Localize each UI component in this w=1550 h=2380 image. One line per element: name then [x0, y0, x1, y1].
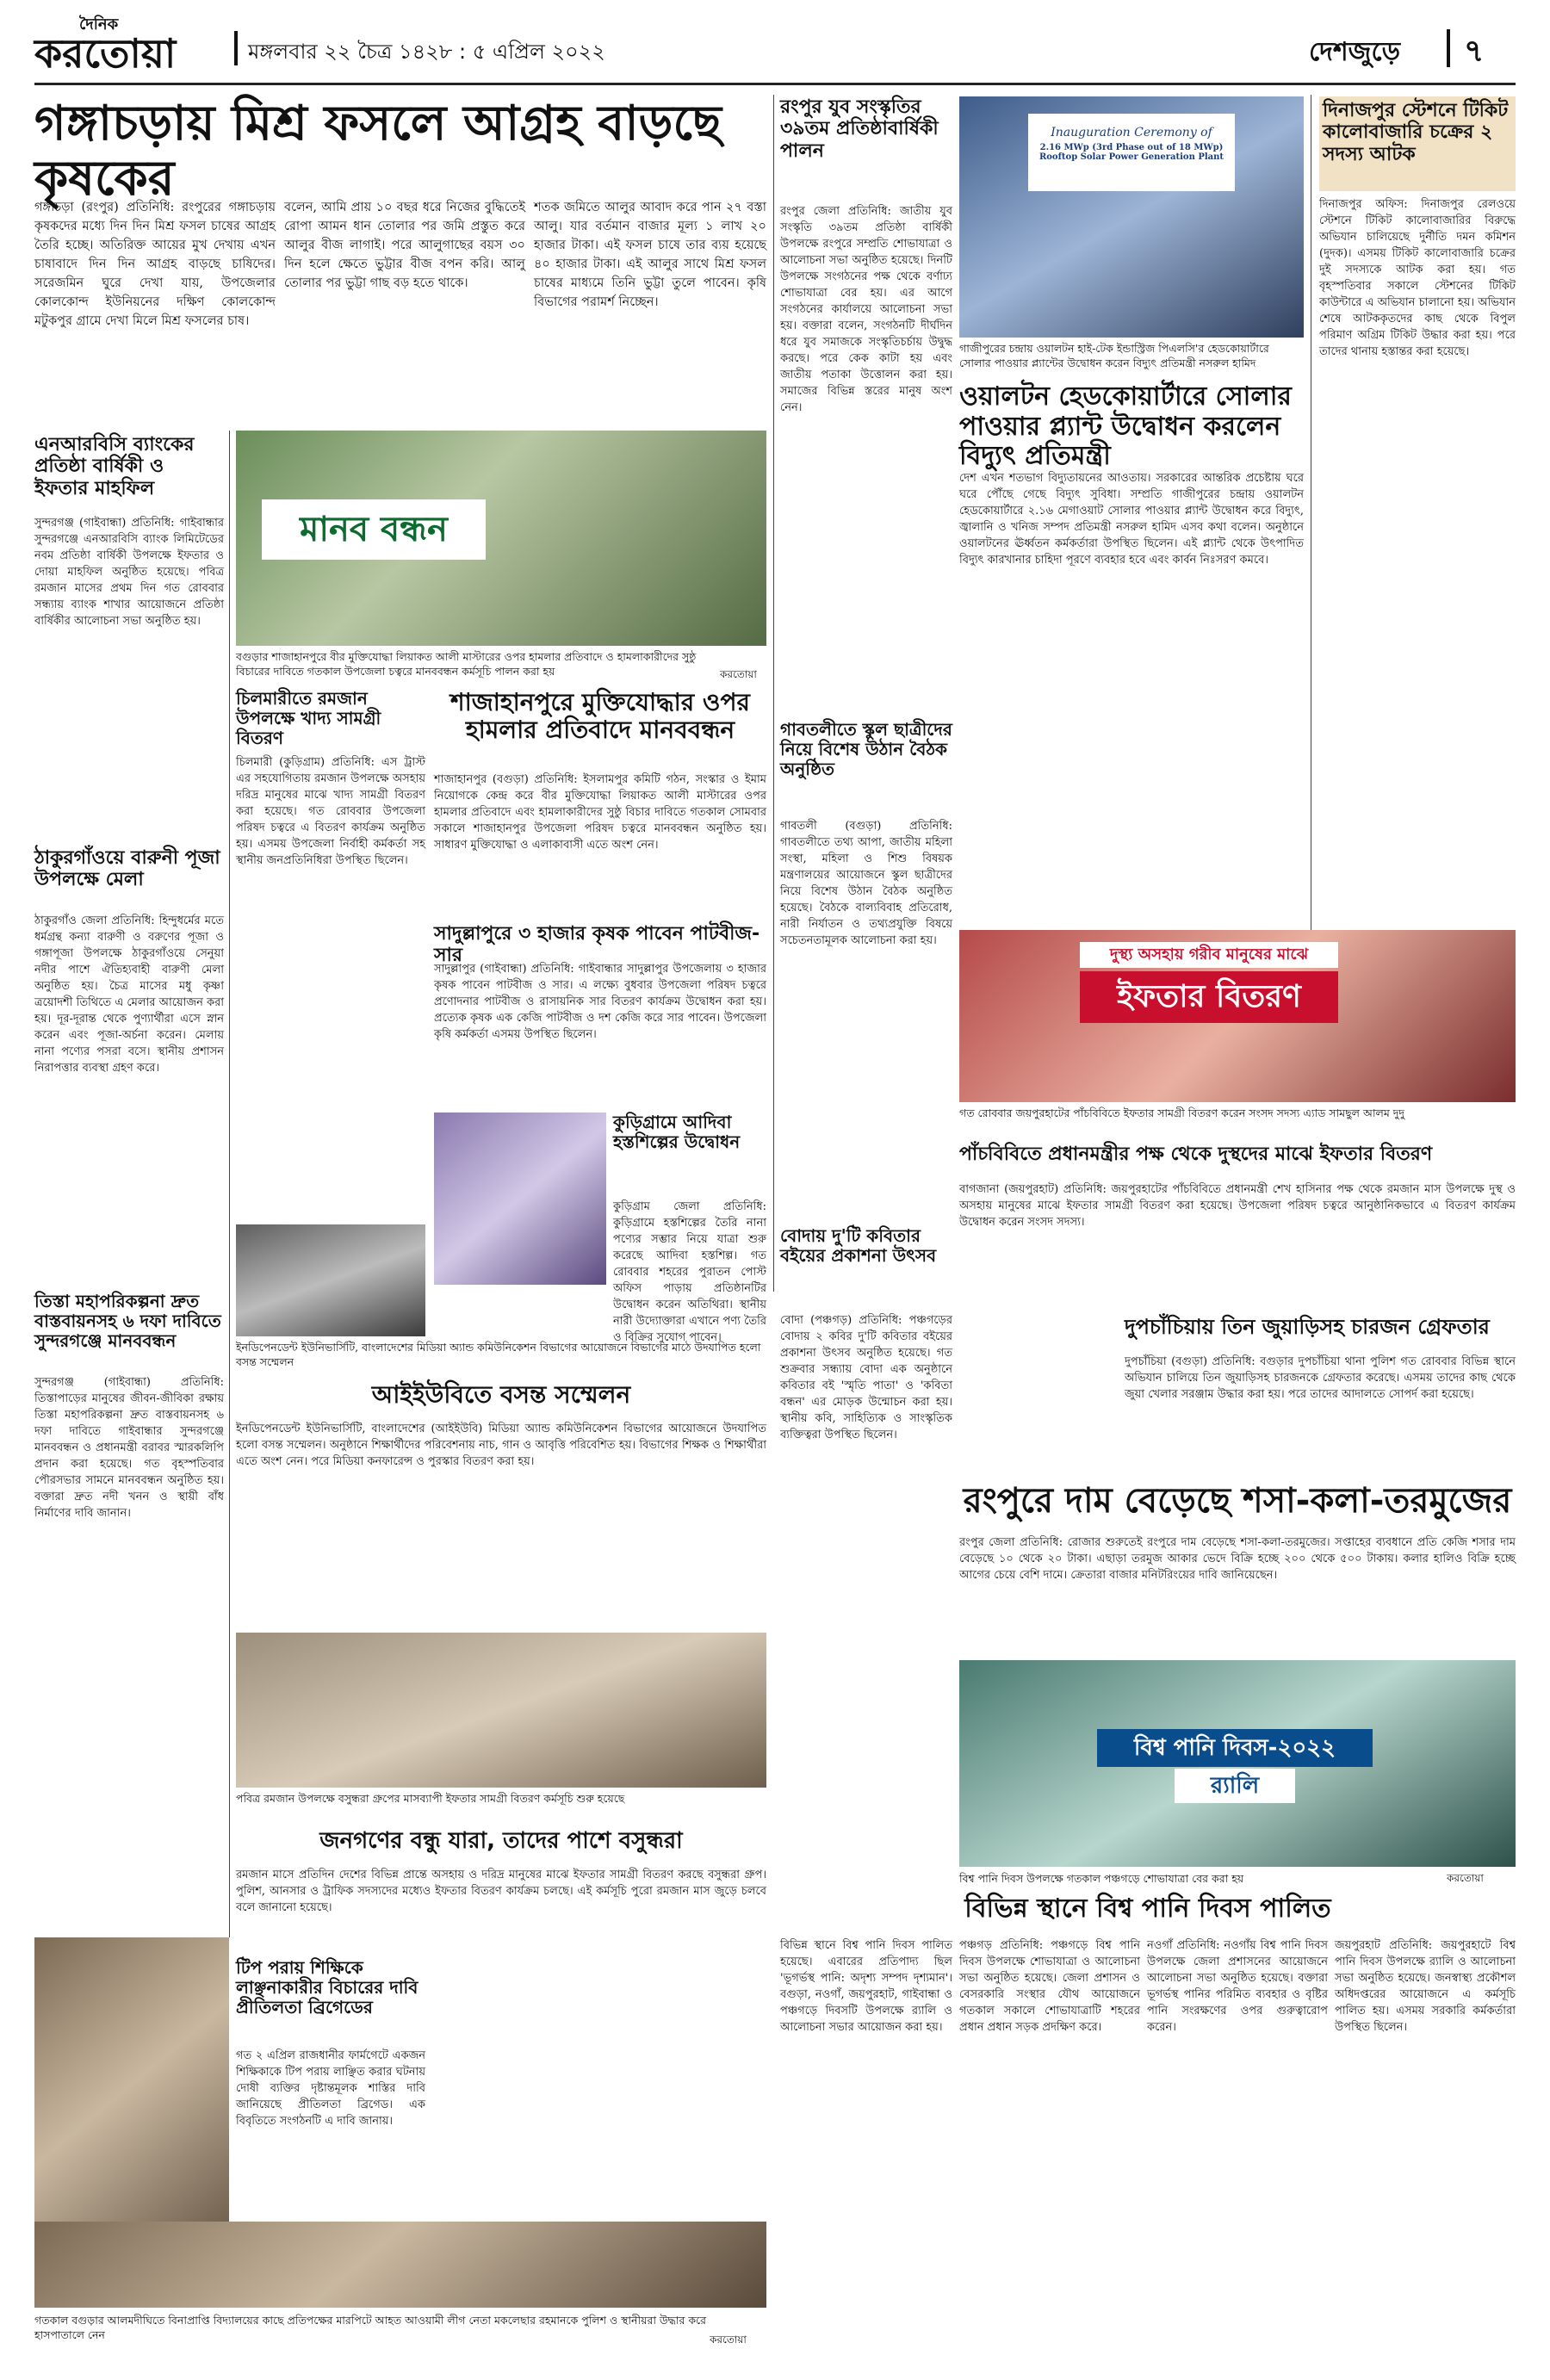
iub-photo	[434, 1113, 606, 1285]
rangpur-youth-headline: রংপুর যুব সংস্কৃতির ৩৯তম প্রতিষ্ঠাবার্ষিকী পালন	[780, 96, 939, 162]
masthead-logo-top: দৈনিক	[79, 15, 119, 34]
water-caption: বিশ্ব পানি দিবস উপলক্ষে গতকাল পঞ্চগড়ে শোভাযাত্রা বের করা হয়	[959, 1872, 1244, 1885]
tista-headline: তিস্তা মহাপরিকল্পনা দ্রুত বাস্তবায়নসহ ৬ দফা দাবিতে সুন্দরগঞ্জে মানববন্ধন	[34, 1291, 221, 1351]
bodha-headline: বোদায় দু'টি কবিতার বইয়ের প্রকাশনা উৎসব	[780, 1225, 937, 1266]
column-rule	[773, 95, 774, 1292]
lead-col3: শতক জমিতে আলুর আবাদ করে পান ২৭ বস্তা আলু। যার বর্তমান বাজার মূল্য ১ লাখ ২০ হাজার টাকা। এই ফসল চাষে তার ব্যয় হয়েছে ৪০ হাজার টাকা। এই আলুর সাথে মিশ্র ফসল চাষের মাধ্যমে তিনি ভুট্টা তুলে পাবেন। কৃষি বিভাগের পরামর্শ নিচ্ছেন।	[534, 201, 766, 309]
sadullapur-headline: সাদুল্লাপুরে ৩ হাজার কৃষক পাবেন পাটবীজ-সার	[434, 923, 760, 967]
lead-col1: গঙ্গাচড়া (রংপুর) প্রতিনিধি: রংপুরের গঙ্গাচড়ায় কৃষকদের মধ্যে দিন দিন মিশ্র ফসল চাষের আগ্রহ তৈরি হচ্ছে। অতিরিক্ত আয়ের মুখ দেখায় এখন চাষাবাদে দিন দিন আগ্রহ বাড়ছে চাষিদের। সরেজমিন ঘুরে দেখা যায়, উপজেলার কোলকোন্দ ইউনিয়নের দক্ষিণ কোলকোন্দ মটুকপুর গ্রামে দেখা মিলে মিশ্র ফসলের চাষ।	[34, 201, 276, 328]
thakurgaon-body: ঠাকুরগাঁও জেলা প্রতিনিধি: হিন্দুধর্মের মতে ধর্মগ্রন্থ কন্যা বারুণী ও বরুণের পূজা ও গঙ্গাপূজা উপলক্ষে ঠাকুরগাঁওয়ে সেনুয়া নদীর পাশে ঐতিহ্যবাহী বারুণী মেলা অনুষ্ঠিত হয়। চৈত্র মাসের মধু কৃষ্ণা ত্রয়োদশী তিথিতে এ মেলার আয়োজন করা হয়। দূর-দূরান্ত থেকে পুণ্যার্থীরা এসে স্নান করেন এবং পূজা-অর্চনা করেন। মেলায় নানা পণ্যের পসরা বসে। স্থানীয় প্রশাসন নিরাপত্তার ব্যবস্থা গ্রহণ করে।	[34, 914, 224, 1075]
iub-photo-2	[236, 1224, 425, 1336]
column-rule-left	[229, 431, 230, 1937]
rally-photo	[236, 431, 766, 646]
section-name: দেশজুড়ে	[1309, 37, 1400, 67]
rally-caption: বগুড়ার শাজাহানপুরে বীর মুক্তিযোদ্ধা লিয়াকত আলী মাস্টারের ওপর হামলার প্রতিবাদে ও হামলাকারীদের সুষ্ঠু বিচারের দাবিতে গতকাল উপজেলা চত্বরে মানববন্ধন কর্মসূচি পালন করা হয়	[236, 650, 697, 678]
masthead	[34, 12, 1516, 81]
lead-col2: বলেন, আমি প্রায় ১০ বছর ধরে নিজের বুদ্ধিতেই রোপা আমন ধান তোলার পর জমি প্রস্তুত করে আলুর বীজ লাগাই। পরে আলুগাছের বয়স ৩০ দিন হলে ক্ষেতে ভুট্টার বীজ বপন করি। আলু তোলার পর ভুট্টা গাছ বড় হতে থাকে।	[284, 201, 525, 290]
water-banner: বিশ্ব পানি দিবস-২০২২	[1097, 1729, 1373, 1767]
tista-body: সুন্দরগঞ্জ (গাইবান্ধা) প্রতিনিধি: তিস্তাপাড়ের মানুষের জীবন-জীবিকা রক্ষায় তিস্তা মহাপরিকল্পনা দ্রুত বাস্তবায়নসহ ৬ দফা দাবিতে গাইবান্ধার সুন্দরগঞ্জে মানববন্ধন ও প্রধানমন্ত্রী বরাবর স্মারকলিপি প্রদান করা হয়েছে। গত বৃহস্পতিবার পৌরসভার সামনে মানববন্ধন অনুষ্ঠিত হয়। বক্তারা দ্রুত নদী খনন ও স্থায়ী বাঁধ নির্মাণের দাবি জানান।	[34, 1376, 224, 1520]
water-day-col1: বিভিন্ন স্থানে বিশ্ব পানি দিবস পালিত হয়েছে। এবারের প্রতিপাদ্য ছিল 'ভূগর্ভস্থ পানি: অদৃশ্য সম্পদ দৃশ্যমান'। বগুড়া, নওগাঁ, জয়পুরহাট, গাইবান্ধা ও পঞ্চগড়ে দিবসটি উপলক্ষে র‍্যালি ও আলোচনা সভার আয়োজন করা হয়।	[780, 1939, 952, 2034]
rangpur-price-body: রংপুর জেলা প্রতিনিধি: রোজার শুরুতেই রংপুরে দাম বেড়েছে শসা-কলা-তরমুজের। সপ্তাহের ব্যবধানে প্রতি কেজি শসার দাম বেড়েছে ১০ থেকে ২০ টাকা। এছাড়া তরমুজ আকার ভেদে বিক্রি হচ্ছে ২০০ থেকে ৫০০ টাকায়। কলার হালিও বিক্রি হচ্ছে আগের চেয়ে বেশি দামে। ক্রেতারা বাজার মনিটরিংয়ের দাবি জানিয়েছেন।	[959, 1536, 1516, 1582]
iub-photo-caption: ইনডিপেনডেন্ট ইউনিভার্সিটি, বাংলাদেশের মিডিয়া অ্যান্ড কমিউনিকেশন বিভাগের আয়োজনে বিভাগের মাঠে উদযাপিত হলো বসন্ত সম্মেলন	[236, 1341, 761, 1368]
water-day-col2: পঞ্চগড় প্রতিনিধি: পঞ্চগড়ে বিশ্ব পানি দিবস উপলক্ষে শোভাযাত্রা ও আলোচনা সভা অনুষ্ঠিত হয়েছে। জেলা প্রশাসন ও বেসরকারি সংস্থার যৌথ আয়োজনে গতকাল সকালে শোভাযাত্রাটি শহরের প্রধান প্রধান সড়ক প্রদক্ষিণ করে।	[959, 1939, 1140, 2034]
iftar-banner-big: ইফতার বিতরণ	[1080, 971, 1338, 1023]
solar-banner-title: Inauguration Ceremony of	[1051, 126, 1212, 139]
chilmari-headline: চিলমারীতে রমজান উপলক্ষে খাদ্য সামগ্রী বিতরণ	[236, 688, 381, 748]
gabtali-headline: গাবতলীতে স্কুল ছাত্রীদের নিয়ে বিশেষ উঠান বৈঠক অনুষ্ঠিত	[780, 719, 952, 779]
bottom-photo-caption: গতকাল বগুড়ার আলমদীঘিতে বিনাপ্রাপ্তি বিদ্যালয়ের কাছে প্রতিপক্ষের মারপিটে আহত আওয়ামী লীগ নেতা মকলেছার রহমানকে পুলিশ ও স্থানীয়রা উদ্ধার করে হাসপাতালে নেন	[34, 2314, 706, 2341]
solar-photo	[959, 96, 1304, 338]
shajahanpur-headline: শাজাহানপুরে মুক্তিযোদ্ধার ওপর হামলার প্রতিবাদে মানববন্ধন	[450, 688, 750, 745]
water-day-col4: জয়পুরহাট প্রতিনিধি: জয়পুরহাটে বিশ্ব পানি দিবস উপলক্ষে র‍্যালি ও আলোচনা সভা অনুষ্ঠিত হয়েছে। জনস্বাস্থ্য প্রকৌশল অধিদপ্তরের আয়োজনে এ কর্মসূচি পালিত হয়। এসময় সরকারি কর্মকর্তারা উপস্থিত ছিলেন।	[1335, 1939, 1516, 2034]
bashundhara-body: রমজান মাসে প্রতিদিন দেশের বিভিন্ন প্রান্তে অসহায় ও দরিদ্র মানুষের মাঝে ইফতার সামগ্রী বিতরণ করছে বসুন্ধরা গ্রুপ। পুলিশ, আনসার ও ট্রাফিক সদস্যদের মধ্যেও ইফতার বিতরণ কার্যক্রম চলছে। এই কর্মসূচি পুরো রমজান মাস জুড়ে চলবে বলে জানানো হয়েছে।	[236, 1869, 766, 1914]
thakurgaon-headline: ঠাকুরগাঁওয়ে বারুনী পূজা উপলক্ষে মেলা	[34, 847, 220, 891]
rally-credit: করতোয়া	[720, 668, 757, 680]
iub-body: ইনডিপেনডেন্ট ইউনিভার্সিটি, বাংলাদেশের (আইইউবি) মিডিয়া অ্যান্ড কমিউনিকেশন বিভাগের আয়োজনে উদযাপিত হলো বসন্ত সম্মেলন। অনুষ্ঠানে শিক্ষার্থীদের পরিবেশনায় নাচ, গান ও আবৃত্তি পরিবেশিত হয়। বিভাগের শিক্ষক ও শিক্ষার্থীরা এতে অংশ নেন। পরে মিডিয়া কনফারেন্স ও পুরস্কার বিতরণ করা হয়।	[236, 1422, 766, 1468]
masthead-rule	[34, 83, 1516, 85]
water-photo	[959, 1660, 1516, 1867]
dupchanchia-headline: দুপচাঁচিয়ায় তিন জুয়াড়িসহ চারজন গ্রেফতার	[1125, 1315, 1490, 1339]
sadullapur-body: সাদুল্লাপুর (গাইবান্ধা) প্রতিনিধি: গাইবান্ধার সাদুল্লাপুর উপজেলায় ৩ হাজার কৃষক পাবেন পাটবীজ ও সার। এ লক্ষ্যে বুধবার উপজেলা পরিষদ চত্বরে প্রণোদনার পাটবীজ ও রাসায়নিক সার বিতরণ কার্যক্রম উদ্বোধন করা হয়। প্রত্যেক কৃষক এক কেজি পাটবীজ ও দশ কেজি করে সার পাবেন। উপজেলা কৃষি কর্মকর্তা এসময় উপস্থিত ছিলেন।	[434, 963, 766, 1041]
bodha-body: বোদা (পঞ্চগড়) প্রতিনিধি: পঞ্চগড়ের বোদায় ২ কবির দু'টি কবিতার বইয়ের প্রকাশনা উৎসব অনুষ্ঠিত হয়েছে। গত শুক্রবার সন্ধ্যায় বোদা এক অনুষ্ঠানে কবিতার বই 'স্মৃতি পাতা' ও 'কবিতা বন্ধন' এর মোড়ক উন্মোচন করা হয়। স্থানীয় কবি, সাহিত্যিক ও সাংস্কৃতিক ব্যক্তিত্বরা উপস্থিত ছিলেন।	[780, 1314, 952, 1441]
water-day-headline: বিভিন্ন স্থানে বিশ্ব পানি দিবস পালিত	[964, 1893, 1331, 1924]
gabtali-body: গাবতলী (বগুড়া) প্রতিনিধি: গাবতলীতে তথ্য আপা, জাতীয় মহিলা সংস্থা, মহিলা ও শিশু বিষয়ক মন্ত্রণালয়ের আয়োজনে স্কুল ছাত্রীদের নিয়ে বিশেষ উঠান বৈঠক অনুষ্ঠিত হয়েছে। বৈঠকে বাল্যবিবাহ প্রতিরোধ, নারী নির্যাতন ও তথ্যপ্রযুক্তি বিষয়ে সচেতনতামূলক আলোচনা করা হয়।	[780, 820, 952, 947]
iftar-program-caption: পবিত্র রমজান উপলক্ষে বসুন্ধরা গ্রুপের মাসব্যাপী ইফতার সামগ্রী বিতরণ কর্মসূচি শুরু হয়েছে	[236, 1792, 625, 1805]
iub-headline: আইইউবিতে বসন্ত সম্মেলন	[371, 1380, 631, 1409]
iftar-caption: গত রোববার জয়পুরহাটের পাঁচবিবিতে ইফতার সামগ্রী বিতরণ করেন সংসদ সদস্য এ্যাড সামছুল আলম দুদু	[959, 1106, 1404, 1119]
water-day-col3: নওগাঁ প্রতিনিধি: নওগাঁয় বিশ্ব পানি দিবস উপলক্ষে জেলা প্রশাসনের আয়োজনে আলোচনা সভা অনুষ্ঠিত হয়েছে। বক্তারা ভূগর্ভস্থ পানির পরিমিত ব্যবহার ও বৃষ্টির পানি সংরক্ষণের ওপর গুরুত্বারোপ করেন।	[1147, 1939, 1328, 2034]
chilmari-body: চিলমারী (কুড়িগ্রাম) প্রতিনিধি: এস ট্রাস্ট এর সহযোগিতায় রমজান উপলক্ষে অসহায় দরিদ্র মানুষের মাঝে খাদ্য সামগ্রী বিতরণ করা হয়েছে। গত রোববার উপজেলা পরিষদ চত্বরে এ বিতরণ কার্যক্রম অনুষ্ঠিত হয়। এসময় উপজেলা নির্বাহী কর্মকর্তা সহ স্থানীয় জনপ্রতিনিধিরা উপস্থিত ছিলেন।	[236, 756, 425, 867]
panchbibi-headline: পাঁচবিবিতে প্রধানমন্ত্রীর পক্ষ থেকে দুস্থদের মাঝে ইফতার বিতরণ	[959, 1144, 1433, 1165]
bank-body: সুন্দরগঞ্জ (গাইবান্ধা) প্রতিনিধি: গাইবান্ধার সুন্দরগঞ্জে এনআরবিসি ব্যাংক লিমিটেডের নবম প্রতিষ্ঠা বার্ষিকী উপলক্ষে ইফতার ও দোয়া মাহফিল অনুষ্ঠিত হয়েছে। পবিত্র রমজান মাসের প্রথম দিন গত রোববার সন্ধ্যায় ব্যাংক শাখার আয়োজনে প্রতিষ্ঠা বার্ষিকীর আলোচনা সভা অনুষ্ঠিত হয়।	[34, 517, 224, 628]
bank-headline: এনআরবিসি ব্যাংকের প্রতিষ্ঠা বার্ষিকী ও ইফতার মাহফিল	[34, 434, 195, 499]
bashundhara-headline: জনগণের বন্ধু যারা, তাদের পাশে বসুন্ধরা	[319, 1828, 683, 1854]
dupchanchia-body: দুপচাঁচিয়া (বগুড়া) প্রতিনিধি: বগুড়ার দুপচাঁচিয়া থানা পুলিশ গত রোববার বিভিন্ন স্থানে অভিযান চালিয়ে তিন জুয়াড়িসহ চারজনকে গ্রেফতার করেছে। এসময় তাদের কাছ থেকে জুয়া খেলার সরঞ্জাম উদ্ধার করা হয়। পরে তাদের আদালতে সোপর্দ করা হয়েছে।	[1125, 1355, 1516, 1401]
iftar-photo	[959, 930, 1516, 1102]
masthead-logo: করতোয়া	[34, 30, 177, 77]
rally-banner: মানব বন্ধন	[262, 499, 486, 560]
solar-headline: ওয়ালটন হেডকোয়ার্টারে সোলার পাওয়ার প্ল্যান্ট উদ্বোধন করলেন বিদ্যুৎ প্রতিমন্ত্রী	[959, 381, 1292, 471]
page-number: ৭	[1464, 34, 1485, 69]
water-banner-sub: র‍্যালি	[1175, 1769, 1295, 1803]
rangpur-youth-body: রংপুর জেলা প্রতিনিধি: জাতীয় যুব সংস্কৃতি ৩৯তম প্রতিষ্ঠা বার্ষিকী উপলক্ষে রংপুরে সম্প্রতি শোভাযাত্রা ও আলোচনা সভা অনুষ্ঠিত হয়েছে। দিনটি উপলক্ষে সংগঠনের পক্ষ থেকে বর্ণাঢ্য শোভাযাত্রা বের হয়। এর আগে সংগঠনের কার্যালয়ে আলোচনা সভা হয়। বক্তারা বলেন, সংগঠনটি দীর্ঘদিন ধরে যুব সমাজকে সংস্কৃতিচর্চায় উদ্বুদ্ধ করছে। পরে কেক কাটা হয় এবং জাতীয় পতাকা উত্তোলন করা হয়। সমাজের বিভিন্ন স্তরের মানুষ অংশ নেন।	[780, 205, 952, 414]
masthead-date: মঙ্গলবার ২২ চৈত্র ১৪২৮ : ৫ এপ্রিল ২০২২	[248, 40, 605, 64]
shajahanpur-body: শাজাহানপুর (বগুড়া) প্রতিনিধি: ইসলামপুর কমিটি গঠন, সংস্কার ও ইমাম নিয়োগকে কেন্দ্র করে বীর মুক্তিযোদ্ধা লিয়াকত আলী মাস্টারের ওপর হামলার প্রতিবাদে এবং হামলাকারীদের সুষ্ঠু বিচার দাবিতে গতকাল সোমবার সকালে শাজাহানপুর উপজেলা পরিষদ চত্বরে মানববন্ধন অনুষ্ঠিত হয়। সাধারণ মুক্তিযোদ্ধা ও এলাকাবাসী এতে অংশ নেন।	[434, 773, 766, 852]
bank-box	[34, 431, 224, 1283]
tip-body: গত ২ এপ্রিল রাজধানীর ফার্মগেটে একজন শিক্ষিকাকে টিপ পরায় লাঞ্ছিত করার ঘটনায় দোষী ব্যক্তির দৃষ্টান্তমূলক শাস্তির দাবি জানিয়েছে প্রীতিলতা ব্রিগেড। এক বিবৃতিতে সংগঠনটি এ দাবি জানায়।	[236, 2049, 425, 2128]
iftar-program-photo	[236, 1633, 766, 1788]
dinajpur-body: দিনাজপুর অফিস: দিনাজপুর রেলওয়ে স্টেশনে টিকিট কালোবাজারির বিরুদ্ধে অভিযান চালিয়েছে দুর্নীতি দমন কমিশন (দুদক)। এসময় টিকিট কালোবাজারি চক্রের দুই সদস্যকে আটক করা হয়। গত বৃহস্পতিবার সকালে স্টেশনের টিকিট কাউন্টারে এ অভিযান চালানো হয়। অভিযান শেষে আটককৃতদের কাছ থেকে বিপুল পরিমাণ অগ্রিম টিকিট উদ্ধার করা হয়। পরে তাদের থানায় হস্তান্তর করা হয়েছে।	[1319, 198, 1516, 358]
rangpur-price-headline: রংপুরে দাম বেড়েছে শসা-কলা-তরমুজের	[963, 1481, 1512, 1521]
kurigram-body: কুড়িগ্রাম জেলা প্রতিনিধি: কুড়িগ্রামে হস্তশিল্পের তৈরি নানা পণ্যের সম্ভার নিয়ে যাত্রা শুরু করেছে আদিবা হস্তশিল্প। গত রোববার শহরের পুরাতন পোস্ট অফিস পাড়ায় প্রতিষ্ঠানটির উদ্বোধন করেন অতিথিরা। স্থানীয় নারী উদ্যোক্তারা এখানে পণ্য তৈরি ও বিক্রির সুযোগ পাবেন।	[613, 1200, 766, 1344]
bottom-photo-wide	[34, 2222, 766, 2308]
solar-caption: গাজীপুরের চন্দ্রায় ওয়ালটন হাই-টেক ইন্ডাস্ট্রিজ পিএলসি'র হেডকোয়ার্টারে সোলার পাওয়ার প্ল্যান্টের উদ্বোধন করেন বিদ্যুৎ প্রতিমন্ত্রী নসরুল হামিদ	[959, 342, 1269, 369]
panchbibi-body: বাগজানা (জয়পুরহাট) প্রতিনিধি: জয়পুরহাটের পাঁচবিবিতে প্রধানমন্ত্রী শেখ হাসিনার পক্ষ থেকে রমজান মাস উপলক্ষে দুস্থ ও অসহায় মানুষের মাঝে ইফতার সামগ্রী বিতরণ করা হয়েছে। উপজেলা পরিষদ চত্বরে আনুষ্ঠানিকভাবে এ বিতরণ কার্যক্রম উদ্বোধন করেন সংসদ সদস্য।	[959, 1183, 1516, 1229]
bottom-photo-credit: করতোয়া	[710, 2334, 747, 2346]
lead-headline: গঙ্গাচড়ায় মিশ্র ফসলে আগ্রহ বাড়ছে কৃষকের	[34, 96, 722, 208]
kurigram-headline: কুড়িগ্রামে আদিবা হস্তশিল্পের উদ্বোধন	[613, 1112, 741, 1152]
solar-banner	[1028, 114, 1235, 191]
iftar-banner-small: দুস্থ্য অসহায় গরীব মানুষের মাঝে	[1080, 942, 1338, 968]
masthead-separator	[234, 31, 238, 65]
dinajpur-headline: দিনাজপুর স্টেশনে টিকিট কালোবাজারি চক্রের ২ সদস্য আটক	[1319, 96, 1516, 191]
solar-banner-sub: 2.16 MWp (3rd Phase out of 18 MWp) Rooftop Solar Power Generation Plant	[1038, 143, 1224, 162]
water-credit: করতোয়া	[1447, 1872, 1484, 1884]
solar-body: দেশ এখন শতভাগ বিদ্যুতায়নের আওতায়। সরকারের আন্তরিক প্রচেষ্টায় ঘরে ঘরে পৌঁছে গেছে বিদ্যুৎ সুবিধা। সম্প্রতি গাজীপুরের চন্দ্রায় ওয়ালটন হেডকোয়ার্টারে ২.১৬ মেগাওয়াট সোলার পাওয়ার প্ল্যান্ট উদ্বোধন করে বিদ্যুৎ, জ্বালানি ও খনিজ সম্পদ প্রতিমন্ত্রী নসরুল হামিদ এসব কথা বলেন। অনুষ্ঠানে ওয়ালটনের ঊর্ধ্বতন কর্মকর্তারা উপস্থিত ছিলেন। এই প্ল্যান্ট থেকে উৎপাদিত বিদ্যুৎ কারখানার চাহিদা পূরণে ব্যবহার হবে এবং কার্বন নিঃসরণ কমবে।	[959, 472, 1304, 567]
masthead-separator-right	[1447, 29, 1450, 67]
tip-headline: টিপ পরায় শিক্ষিকে লাঞ্ছনাকারীর বিচারের দাবি প্রীতিলতা ব্রিগেডের	[236, 1957, 418, 2017]
